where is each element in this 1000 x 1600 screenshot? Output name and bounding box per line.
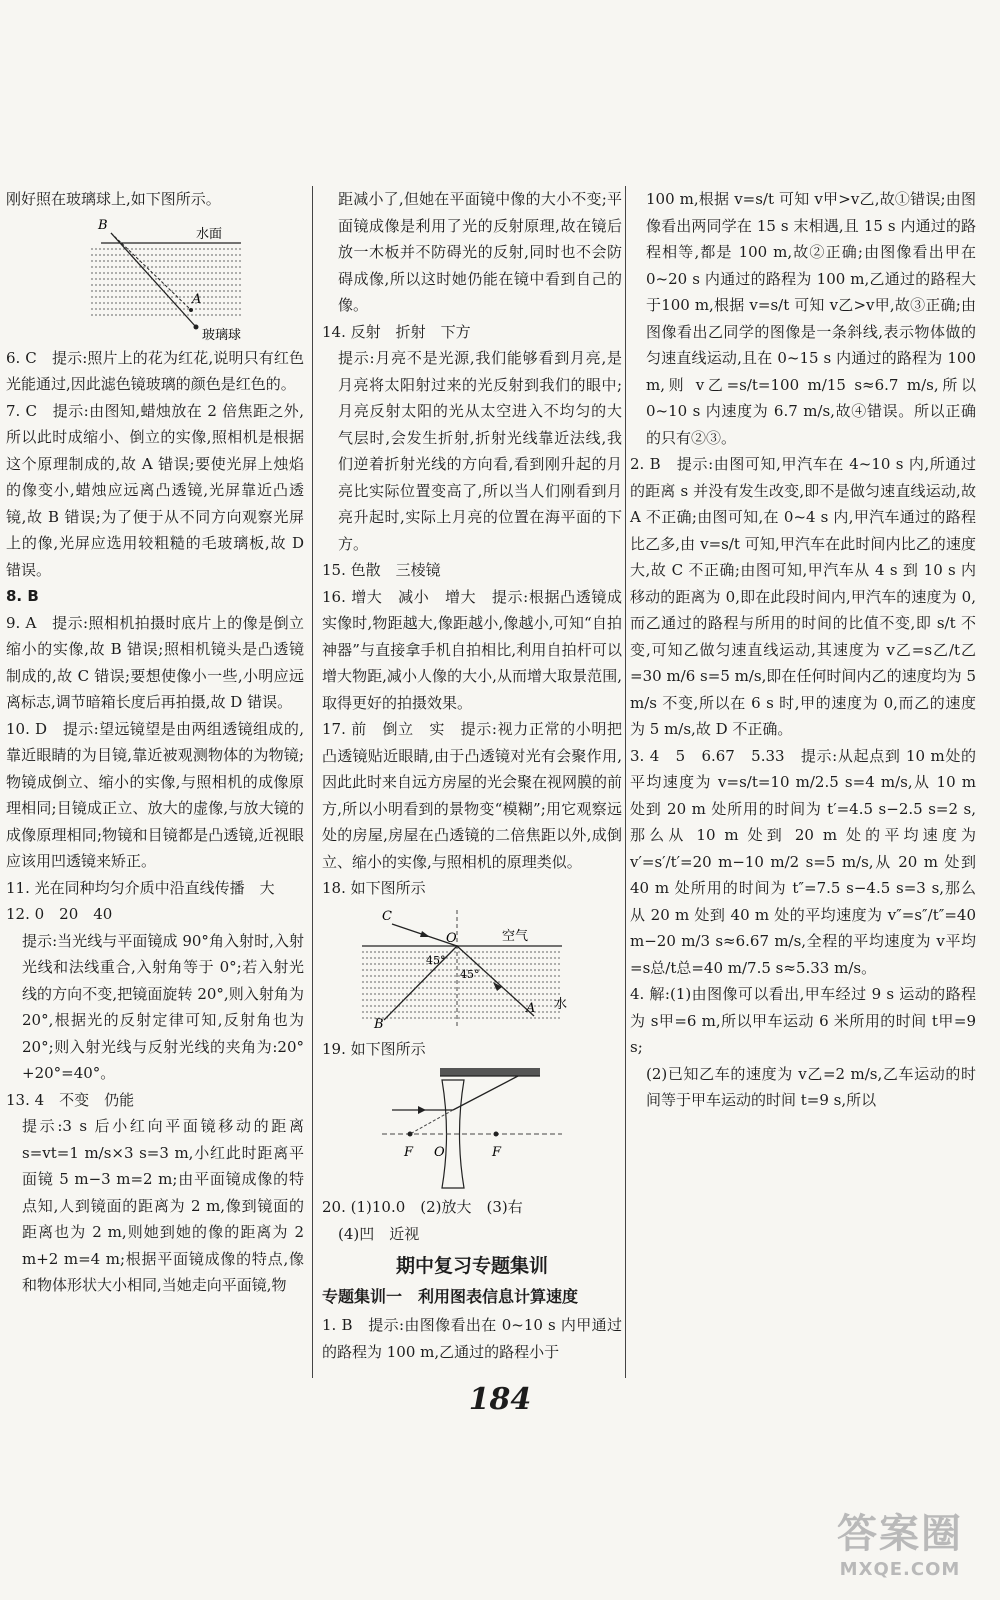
label-O: O: [434, 1145, 445, 1160]
refraction-diagram: [322, 904, 622, 1034]
answer-12: 12. 0 20 40: [6, 905, 113, 923]
answer-9: 9. A 提示:照相机拍摄时底片上的像是倒立缩小的实像,故 B 错误;照相机镜头是凸透镜制成的,故 C 错误;要想使像小一些,小明应远离标志,调节暗箱长度后再拍摄,故 D 错误。: [6, 613, 304, 711]
label-glass-ball: 玻璃球: [202, 327, 242, 343]
watermark-logo: 答案圈: [837, 1511, 963, 1557]
label-A: A: [526, 1000, 536, 1016]
answer-17: 17. 前 倒立 实 提示:视力正常的小明把凸透镜贴近眼睛,由于凸透镜对光有会聚作用,因此此时来自远方房屋的光会聚在视网膜的前方,所以小明看到的景物变“模糊”;用它观察远处的房屋,房屋在凸透镜的二倍焦距以外,成倒立、缩小的实像,与照相机的原理类似。: [322, 720, 623, 871]
answer-13: 13. 4 不变 仍能: [6, 1090, 135, 1109]
answer-11: 11. 光在同种均匀介质中沿直线传播 大: [6, 878, 275, 897]
label-F-right: F: [492, 1145, 502, 1160]
figure-water-surface: [6, 215, 304, 343]
column-left: [6, 186, 304, 1299]
watermark: [810, 1502, 990, 1580]
label-O: O: [446, 930, 457, 946]
figure-lens: [322, 1064, 622, 1192]
hint-13: 提示:3 s 后小红向平面镜移动的距离 s=vt=1 m/s×3 s=3 m,小红此时距离平面镜 5 m−3 m=2 m;由平面镜成像的特点知,人到镜面的距离为 2 m,像到镜面的距离也为 2 m,则她到她的像的距离为 2 m+2 m=4 m;根据平面镜成像的特点,像和物体形状大小相同,当她走向平面镜,物: [22, 1117, 304, 1294]
answer-2: 2. B 提示:由图可知,甲汽车在 4~10 s 内,所通过的距离 s 并没有发生改变,即不是做匀速直线运动,故 A 不正确;由图可知,在 0~4 s 内,甲汽车通过的路程比乙多,由 v=s/t 可知,甲汽车在此时间内比乙的速度大,故 C 不正确;由图可知,甲汽车从 4 s 到 10 s 内移动的距离为 0,即在此段时间内,甲汽车的速度为 0,而乙通过的路程与所用的时间的比值不变,即 s/t 不变,可知乙做匀速直线运动,其速度为 v乙=s乙/t乙=30 m/6 s=5 m/s,即在任何时间内乙的速度均为 5 m/s 不变,所以在 6 s 时,甲的速度为 0,而乙的速度为 5 m/s,故 D 不正确。: [630, 455, 976, 738]
answer-16: 16. 增大 减小 增大 提示:根据凸透镜成实像时,物距越大,像距越小,像越小,可知“自拍神器”与直接拿手机自拍相比,利用自拍杆可以增大物距,减小人像的大小,从而增大取景范围,取得更好的拍摄效果。: [322, 587, 622, 712]
answer-15: 15. 色散 三棱镜: [322, 561, 441, 579]
answer-14: 14. 反射 折射 下方: [322, 322, 471, 341]
watermark-url: MXQE.COM: [839, 1559, 961, 1580]
text-block: 刚好照在玻璃球上,如下图所示。: [6, 190, 221, 208]
label-water: 水: [554, 996, 568, 1012]
text-continued-right: 100 m,根据 v=s/t 可知 v甲>v乙,故①错误;由图像看出两同学在 15 s 末相遇,且 15 s 内通过的路程相等,都是 100 m,故②正确;由图像看出甲在 0~20 s 内通过的路程为 100 m,乙通过的路程大于100 m,根据 v=s/t 可知 v乙>v甲,故③正确;由图像看出乙同学的图像是一条斜线,表示物体做的匀速直线运动,且在 0~15 s 内通过的路程为 100 m,则 v乙=s/t=100 m/15 s≈6.7 m/s,所以 0~10 s 内速度为 6.7 m/s,故④错误。所以正确的只有②③。: [646, 190, 976, 447]
answer-10: 10. D 提示:望远镜望是由两组透镜组成的,靠近眼睛的为目镜,靠近被观测物体的为物镜;物镜成倒立、缩小的实像,与照相机的成像原理相同;目镜成正立、放大的虚像,与放大镜的成像原理相同;物镜和目镜都是凸透镜,近视眼应该用凹透镜来矫正。: [6, 719, 304, 870]
answer-20: 20. (1)10.0 (2)放大 (3)右: [322, 1198, 523, 1216]
water-surface-diagram: [6, 215, 304, 343]
label-B: B: [98, 217, 108, 233]
column-right: [630, 186, 976, 1114]
column-middle: [322, 186, 622, 1365]
label-B: B: [374, 1016, 384, 1032]
figure-refraction: [322, 904, 622, 1034]
answer-3: 3. 4 5 6.67 5.33 提示:从起点到 10 m处的平均速度为 v=s/t=10 m/2.5 s=4 m/s,从 10 m 处到 20 m 处所用的时间为 t′=4.5 s−2.5 s=2 s,那么从 10 m 处到 20 m 处的平均速度为 v′=s′/t′=20 m−10 m/2 s=5 m/s,从 20 m 处到 40 m 处所用的时间为 t″=7.5 s−4.5 s=3 s,那么从 20 m 处到 40 m 处的平均速度为 v″=s″/t″=40 m−20 m/3 s≈6.67 m/s,全程的平均速度为 v平均=s总/t总=40 m/7.5 s≈5.33 m/s。: [630, 746, 976, 977]
answer-19: 19. 如下图所示: [322, 1039, 426, 1058]
angle-right: 45°: [460, 967, 480, 981]
label-C: C: [382, 908, 392, 924]
answer-7: 7. C 提示:由图知,蜡烛放在 2 倍焦距之外,所以此时成缩小、倒立的实像,照相机是根据这个原理制成的,故 A 错误;要使光屏上烛焰的像变小,蜡烛应远离凸透镜,光屏靠近凸透镜,故 B 错误;为了便于从不同方向观察光屏上的像,光屏应选用较粗糙的毛玻璃板,故 D 错误。: [6, 401, 304, 579]
section-subtitle: 专题集训一 利用图表信息计算速度: [322, 1286, 579, 1306]
section-title: 期中复习专题集训: [395, 1255, 548, 1277]
answer-4: 4. 解:(1)由图像可以看出,甲车经过 9 s 运动的路程为 s甲=6 m,所以甲车运动 6 米所用的时间 t甲=9 s;: [630, 985, 976, 1056]
answer-8: 8. B: [6, 587, 39, 605]
answer-18: 18. 如下图所示: [322, 879, 426, 897]
concave-lens-diagram: [322, 1064, 622, 1192]
angle-left: 45°: [426, 953, 446, 967]
label-A: A: [192, 291, 202, 307]
hint-14: 提示:月亮不是光源,我们能够看到月亮,是月亮将太阳射过来的光反射到我们的眼中;月亮反射太阳的光从太空进入不均匀的大气层时,会发生折射,折射光线靠近法线,我们逆着折射光线的方向看,看到刚升起的月亮比实际位置变高了,所以当人们刚看到月亮升起时,实际上月亮的位置在海平面的下方。: [338, 349, 622, 553]
label-water-surface: 水面: [196, 226, 223, 242]
hint-12: 提示:当光线与平面镜成 90°角入射时,入射光线和法线重合,入射角等于 0°;若入射光线的方向不变,把镜面旋转 20°,则入射角为 20°,根据光的反射定律可知,反射角也为 20°;则入射光线与反射光线的夹角为:20°+20°=40°。: [22, 931, 304, 1082]
label-air: 空气: [502, 928, 529, 944]
answer-4-part2: (2)已知乙车的速度为 v乙=2 m/s,乙车运动的时间等于甲车运动的时间 t=9 s,所以: [646, 1064, 976, 1109]
text-continued: 距减小了,但她在平面镜中像的大小不变;平面镜成像是利用了光的反射原理,故在镜后放一木板并不防碍光的反射,同时也不会防碍成像,所以这时她仍能在镜中看到自己的像。: [338, 190, 622, 314]
answer-1: 1. B 提示:由图像看出在 0~10 s 内甲通过的路程为 100 m,乙通过的路程小于: [322, 1316, 622, 1361]
answer-20-part4: (4)凹 近视: [338, 1224, 420, 1243]
page-number: 184: [468, 1382, 532, 1417]
answer-6: 6. C 提示:照片上的花为红花,说明只有红色光能通过,因此滤色镜玻璃的颜色是红色的。: [6, 348, 304, 393]
label-F-left: F: [404, 1145, 414, 1160]
